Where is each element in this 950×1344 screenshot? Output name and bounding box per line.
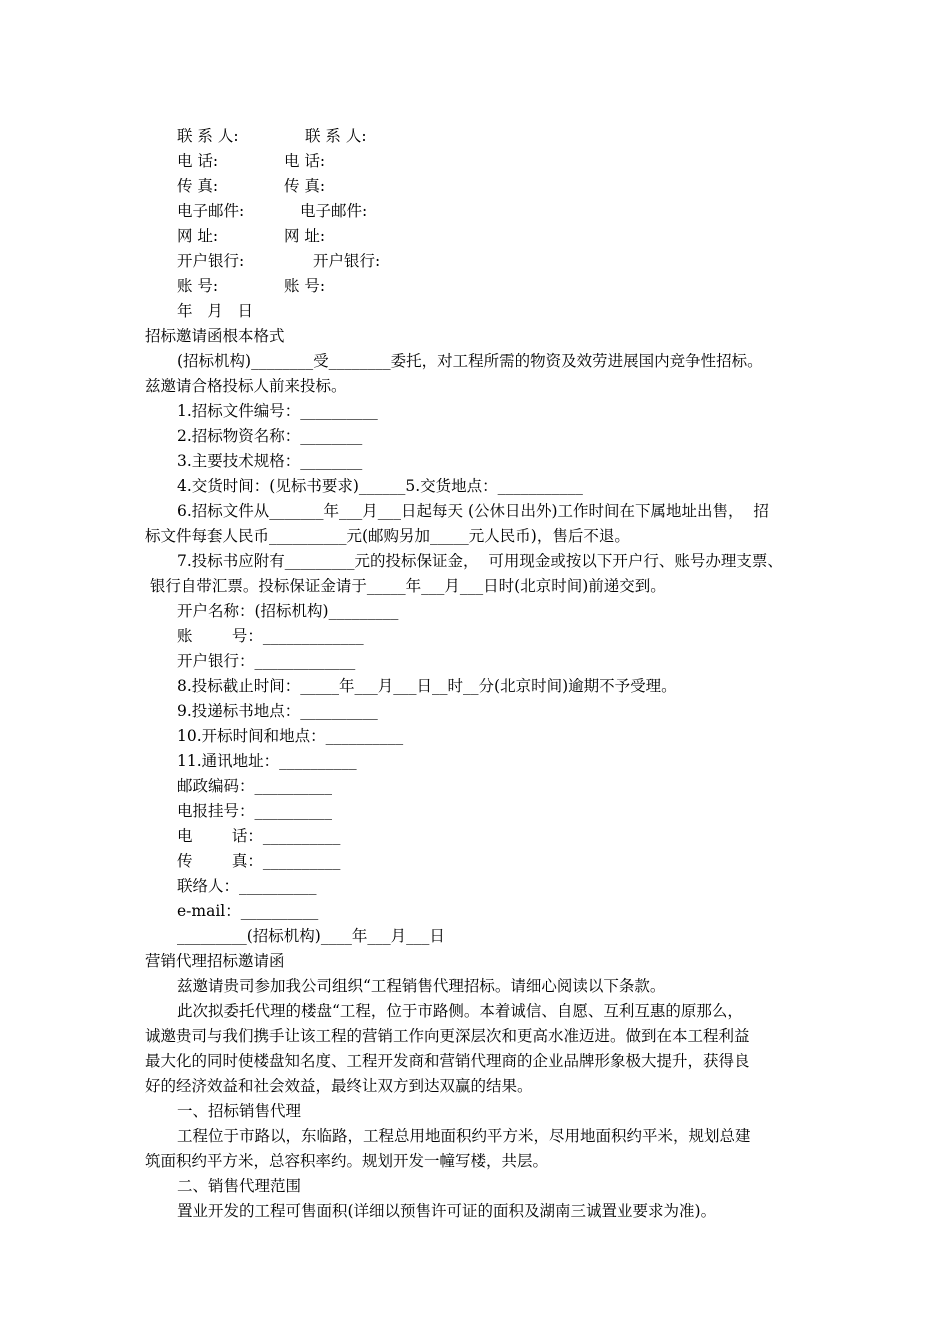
contact-label-right: 开户银行: — [313, 252, 381, 270]
list-item: e-mail：__________ — [177, 902, 319, 920]
list-item: 6.招标文件从_______年___月___日起每天 (公休日出外)工作时间在下属地址出售， 招 — [177, 502, 769, 520]
contact-label-right: 账 号: — [284, 277, 326, 295]
section-title: 招标邀请函根本格式 — [145, 327, 285, 345]
list-item: 1.招标文件编号：__________ — [177, 402, 378, 420]
paragraph-line: 兹邀请贵司参加我公司组织“工程销售代理招标。请细心阅读以下条款。 — [177, 977, 666, 995]
paragraph-line: 诚邀贵司与我们携手让该工程的营销工作向更深层次和更高水准迈进。做到在本工程利益 — [145, 1027, 750, 1045]
contact-label-left: 电子邮件: — [177, 202, 245, 220]
list-item: 电报挂号：__________ — [177, 802, 333, 820]
contact-row — [177, 249, 381, 274]
list-item: 9.投递标书地点：__________ — [177, 702, 378, 720]
paragraph-line: 此次拟委托代理的楼盘“工程，位于市路侧。本着诚信、自愿、互利互惠的原那么， — [177, 1002, 743, 1020]
list-item: 银行自带汇票。投标保证金请于_____年___月___日时(北京时间)前递交到。 — [145, 577, 666, 595]
contact-row — [177, 199, 368, 224]
contact-label-left: 网 址: — [177, 227, 219, 245]
paragraph-line: 兹邀请合格投标人前来投标。 — [145, 377, 347, 395]
list-item: 2.招标物资名称：________ — [177, 427, 363, 445]
list-item: 11.通讯地址：__________ — [177, 752, 357, 770]
contact-label-right: 电子邮件: — [300, 202, 368, 220]
paragraph-line: (招标机构)________受________委托，对工程所需的物资及效劳进展国内竞争性招标。 — [177, 352, 763, 370]
list-item: 邮政编码：__________ — [177, 777, 333, 795]
signature-line: _________(招标机构)____年___月___日 — [177, 927, 445, 945]
contact-row — [177, 124, 367, 149]
paragraph-line: 筑面积约平方米，总容积率约。规划开发一幢写楼，共层。 — [145, 1152, 549, 1170]
contact-row — [177, 149, 326, 174]
contact-row — [177, 174, 326, 199]
contact-row — [177, 224, 326, 249]
contact-row — [177, 274, 326, 299]
list-item: 电 话：__________ — [177, 827, 341, 845]
list-item: 4.交货时间：(见标书要求)______5.交货地点：___________ — [177, 477, 583, 495]
contact-label-right: 联 系 人: — [305, 127, 367, 145]
contact-label-left: 电 话: — [177, 152, 219, 170]
list-item: 10.开标时间和地点：__________ — [177, 727, 404, 745]
subheading: 一、招标销售代理 — [177, 1102, 302, 1120]
contact-label-right: 网 址: — [284, 227, 326, 245]
list-item: 开户银行：_____________ — [177, 652, 356, 670]
list-item: 联络人：__________ — [177, 877, 317, 895]
paragraph-line: 置业开发的工程可售面积(详细以预售许可证的面积及湖南三诚置业要求为准)。 — [177, 1202, 717, 1220]
section-title: 营销代理招标邀请函 — [145, 952, 285, 970]
list-item: 标文件每套人民币__________元(邮购另加_____元人民币)，售后不退。 — [145, 527, 630, 545]
contact-label-right: 传 真: — [284, 177, 326, 195]
list-item: 账 号：_____________ — [177, 627, 364, 645]
list-item: 3.主要技术规格：________ — [177, 452, 363, 470]
paragraph-line: 最大化的同时使楼盘知名度、工程开发商和营销代理商的企业品牌形象极大提升，获得良 — [145, 1052, 750, 1070]
date-line: 年 月 日 — [177, 302, 254, 320]
subheading: 二、销售代理范围 — [177, 1177, 302, 1195]
list-item: 开户名称：(招标机构)_________ — [177, 602, 399, 620]
contact-label-left: 开户银行: — [177, 252, 245, 270]
contact-label-left: 传 真: — [177, 177, 219, 195]
list-item: 7.投标书应附有_________元的投标保证金， 可用现金或按以下开户行、账号办理支票、 — [177, 552, 783, 570]
contact-label-left: 账 号: — [177, 277, 219, 295]
list-item: 传 真：__________ — [177, 852, 341, 870]
paragraph-line: 工程位于市路以，东临路，工程总用地面积约平方米，尽用地面积约平米，规划总建 — [177, 1127, 751, 1145]
contact-label-left: 联 系 人: — [177, 127, 239, 145]
contact-label-right: 电 话: — [284, 152, 326, 170]
list-item: 8.投标截止时间：_____年___月___日__时__分(北京时间)逾期不予受理。 — [177, 677, 677, 695]
paragraph-line: 好的经济效益和社会效益，最终让双方到达双赢的结果。 — [145, 1077, 533, 1095]
